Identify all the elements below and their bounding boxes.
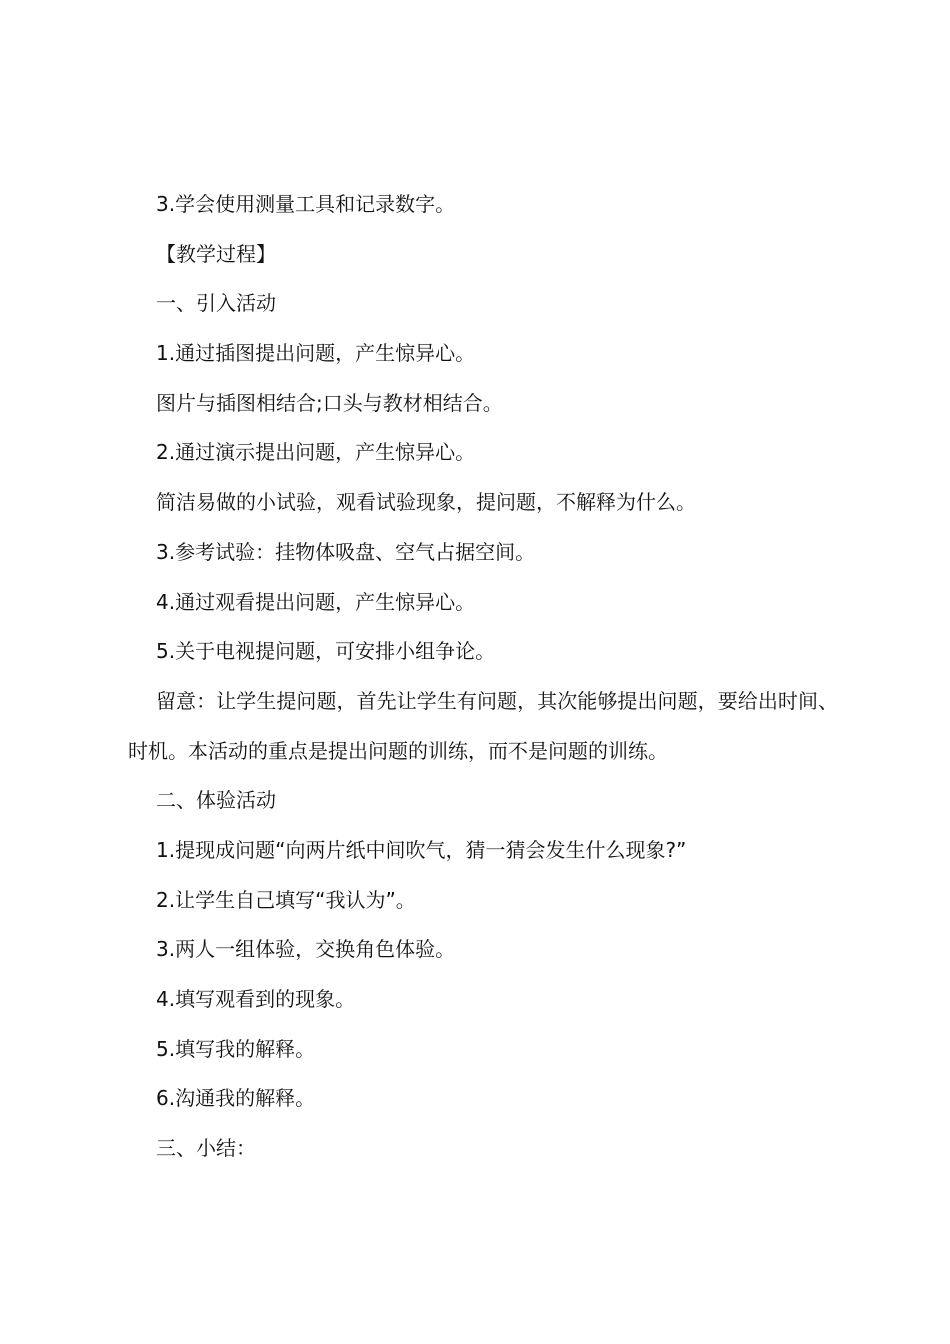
intro-step-3: 3.参考试验：挂物体吸盘、空气占据空间。 xyxy=(156,539,536,564)
intro-step-1: 1.通过插图提出问题，产生惊异心。 xyxy=(156,341,476,366)
section-heading-intro-activity: 一、引入活动 xyxy=(156,291,276,316)
section-heading-experience-activity: 二、体验活动 xyxy=(156,788,276,813)
experience-step-2: 2.让学生自己填写“我认为”。 xyxy=(156,887,416,912)
experience-step-4: 4.填写观看到的现象。 xyxy=(156,987,356,1012)
intro-step-2: 2.通过演示提出问题，产生惊异心。 xyxy=(156,440,476,465)
experience-step-1: 1.提现成问题“向两片纸中间吹气，猜一猜会发生什么现象?” xyxy=(156,837,687,862)
attention-note: 留意：让学生提问题，首先让学生有问题，其次能够提出问题，要给出时间、时机。本活动的重点是提出问题的训练，而不是问题的训练。 xyxy=(128,688,838,763)
intro-step-5: 5.关于电视提问题，可安排小组争论。 xyxy=(156,639,496,664)
experience-step-3: 3.两人一组体验，交换角色体验。 xyxy=(156,937,456,962)
experience-step-6: 6.沟通我的解释。 xyxy=(156,1086,316,1111)
section-heading-summary: 三、小结： xyxy=(156,1136,256,1161)
intro-step-4: 4.通过观看提出问题，产生惊异心。 xyxy=(156,589,476,614)
intro-step-1-note: 图片与插图相结合;口头与教材相结合。 xyxy=(156,390,503,415)
section-heading-teaching-process: 【教学过程】 xyxy=(156,241,276,266)
experience-step-5: 5.填写我的解释。 xyxy=(156,1036,316,1061)
objective-3: 3.学会使用测量工具和记录数字。 xyxy=(156,192,456,216)
intro-step-2-note: 简洁易做的小试验，观看试验现象，提问题，不解释为什么。 xyxy=(156,490,696,515)
document-body xyxy=(128,180,838,1174)
